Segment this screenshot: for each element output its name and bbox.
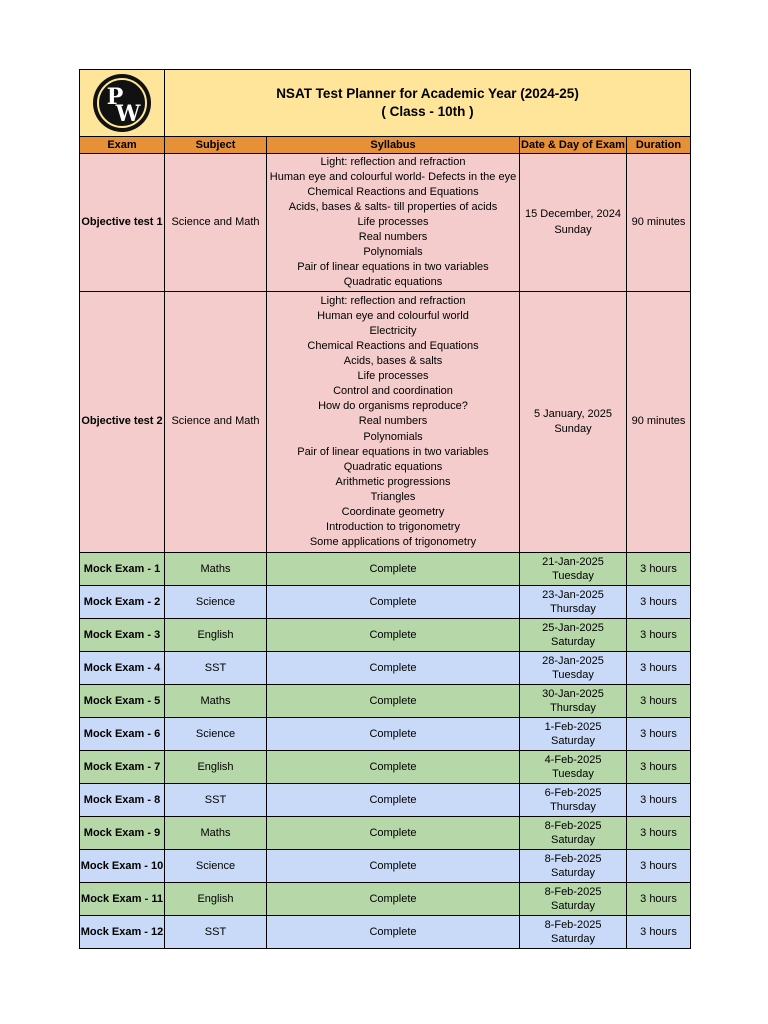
exam-name: Objective test 1 <box>80 154 165 292</box>
syllabus-topic: Coordinate geometry <box>341 506 445 519</box>
exam-name: Mock Exam - 7 <box>80 751 165 784</box>
header-duration: Duration <box>627 137 691 154</box>
mock-exam-row <box>80 817 691 850</box>
syllabus-topic: Human eye and colourful world- Defects in the eye <box>269 170 517 183</box>
syllabus-topic: Light: reflection and refraction <box>320 294 466 307</box>
date-cell <box>520 619 627 652</box>
exam-day: Tuesday <box>552 669 594 681</box>
syllabus-topic: Pair of linear equations in two variables <box>297 261 489 274</box>
date-cell <box>520 784 627 817</box>
exam-name: Mock Exam - 10 <box>80 850 165 883</box>
duration-cell: 3 hours <box>627 883 691 916</box>
exam-name: Objective test 2 <box>80 292 165 553</box>
exam-day: Thursday <box>550 702 596 714</box>
subject-cell: Science and Math <box>165 292 267 553</box>
subject-cell: Maths <box>165 817 267 850</box>
svg-text:P: P <box>106 84 124 110</box>
exam-day: Thursday <box>550 801 596 813</box>
syllabus-topic: Polynomials <box>363 430 423 443</box>
mock-exam-row <box>80 652 691 685</box>
subject-cell: Science and Math <box>165 154 267 292</box>
exam-day: Tuesday <box>552 570 594 582</box>
mock-exam-row <box>80 916 691 949</box>
exam-name: Mock Exam - 8 <box>80 784 165 817</box>
syllabus-topic: Quadratic equations <box>343 460 443 473</box>
syllabus-cell <box>267 154 520 292</box>
mock-exam-row <box>80 586 691 619</box>
date-cell <box>520 292 627 553</box>
exam-date: 23-Jan-2025 <box>542 588 604 601</box>
subject-cell: English <box>165 751 267 784</box>
mock-exam-row <box>80 718 691 751</box>
syllabus-topic: Chemical Reactions and Equations <box>307 185 479 198</box>
syllabus-topic: Acids, bases & salts <box>343 355 443 368</box>
title-row <box>80 70 691 137</box>
subject-cell: English <box>165 619 267 652</box>
exam-day: Tuesday <box>552 768 594 780</box>
syllabus-topic: Acids, bases & salts- till properties of acids <box>288 200 498 213</box>
subject-cell: SST <box>165 652 267 685</box>
syllabus-cell: Complete <box>267 850 520 883</box>
syllabus-topic: Light: reflection and refraction <box>320 155 466 168</box>
syllabus-topic: Polynomials <box>363 246 423 259</box>
objective-test-row <box>80 154 691 292</box>
mock-exam-row <box>80 751 691 784</box>
duration-cell: 3 hours <box>627 718 691 751</box>
exam-date: 8-Feb-2025 <box>544 852 602 865</box>
exam-date: 6-Feb-2025 <box>544 786 602 799</box>
duration-cell: 3 hours <box>627 652 691 685</box>
duration-cell: 3 hours <box>627 784 691 817</box>
syllabus-cell: Complete <box>267 619 520 652</box>
exam-day: Saturday <box>550 636 596 648</box>
duration-cell: 3 hours <box>627 850 691 883</box>
date-cell <box>520 817 627 850</box>
exam-name: Mock Exam - 6 <box>80 718 165 751</box>
exam-date: 1-Feb-2025 <box>544 720 602 733</box>
mock-exam-row <box>80 850 691 883</box>
date-cell <box>520 685 627 718</box>
mock-exam-row <box>80 784 691 817</box>
header-subject: Subject <box>165 137 267 154</box>
syllabus-topic: Electricity <box>369 324 417 337</box>
subject-cell: Science <box>165 850 267 883</box>
date-cell <box>520 916 627 949</box>
exam-date: 5 January, 2025 <box>533 407 613 420</box>
subject-cell: Maths <box>165 685 267 718</box>
syllabus-cell: Complete <box>267 685 520 718</box>
header-syllabus: Syllabus <box>267 137 520 154</box>
syllabus-cell: Complete <box>267 817 520 850</box>
pw-logo <box>92 73 152 133</box>
exam-name: Mock Exam - 1 <box>80 553 165 586</box>
page-title: NSAT Test Planner for Academic Year (2024-25) <box>276 86 579 101</box>
subject-cell: Science <box>165 586 267 619</box>
duration-cell: 3 hours <box>627 619 691 652</box>
subject-cell: SST <box>165 916 267 949</box>
duration-cell: 90 minutes <box>627 154 691 292</box>
exam-day: Saturday <box>550 834 596 846</box>
syllabus-topic: Introduction to trigonometry <box>326 521 460 534</box>
syllabus-topic: How do organisms reproduce? <box>318 400 468 413</box>
syllabus-topic: Triangles <box>370 490 416 503</box>
syllabus-topic: Pair of linear equations in two variables <box>297 445 489 458</box>
date-cell <box>520 751 627 784</box>
duration-cell: 3 hours <box>627 553 691 586</box>
page-subtitle: ( Class - 10th ) <box>381 104 474 119</box>
test-planner-table <box>79 69 691 949</box>
header-date: Date & Day of Exam <box>520 137 627 154</box>
mock-exam-row <box>80 883 691 916</box>
exam-name: Mock Exam - 9 <box>80 817 165 850</box>
syllabus-topic: Arithmetic progressions <box>335 475 451 488</box>
mock-exam-row <box>80 553 691 586</box>
subject-cell: English <box>165 883 267 916</box>
exam-date: 21-Jan-2025 <box>542 555 604 568</box>
subject-cell: Science <box>165 718 267 751</box>
exam-day: Sunday <box>554 423 592 435</box>
syllabus-topic: Chemical Reactions and Equations <box>307 339 479 352</box>
exam-day: Saturday <box>550 867 596 879</box>
syllabus-cell: Complete <box>267 586 520 619</box>
title-cell <box>165 70 691 137</box>
exam-day: Saturday <box>550 900 596 912</box>
exam-date: 25-Jan-2025 <box>542 621 604 634</box>
syllabus-topic: Some applications of trigonometry <box>309 536 477 549</box>
header-exam: Exam <box>80 137 165 154</box>
exam-day: Saturday <box>550 933 596 945</box>
syllabus-topic: Human eye and colourful world <box>317 309 469 322</box>
exam-name: Mock Exam - 5 <box>80 685 165 718</box>
header-row <box>80 137 691 154</box>
mock-exam-row <box>80 685 691 718</box>
syllabus-cell <box>267 292 520 553</box>
syllabus-topic: Real numbers <box>358 231 428 244</box>
mock-exam-row <box>80 619 691 652</box>
duration-cell: 3 hours <box>627 586 691 619</box>
syllabus-cell: Complete <box>267 916 520 949</box>
date-cell <box>520 883 627 916</box>
subject-cell: Maths <box>165 553 267 586</box>
exam-day: Sunday <box>554 223 592 236</box>
pw-logo-icon <box>92 73 152 133</box>
exam-name: Mock Exam - 2 <box>80 586 165 619</box>
syllabus-cell: Complete <box>267 883 520 916</box>
exam-name: Mock Exam - 3 <box>80 619 165 652</box>
duration-cell: 3 hours <box>627 817 691 850</box>
syllabus-cell: Complete <box>267 751 520 784</box>
date-cell <box>520 553 627 586</box>
syllabus-topic: Real numbers <box>358 415 428 428</box>
date-cell <box>520 850 627 883</box>
exam-name: Mock Exam - 4 <box>80 652 165 685</box>
syllabus-cell: Complete <box>267 553 520 586</box>
svg-text:W: W <box>115 101 141 127</box>
exam-date: 8-Feb-2025 <box>544 885 602 898</box>
date-cell <box>520 652 627 685</box>
duration-cell: 3 hours <box>627 751 691 784</box>
exam-name: Mock Exam - 12 <box>80 916 165 949</box>
syllabus-topic: Life processes <box>357 215 429 228</box>
syllabus-topic: Quadratic equations <box>343 276 443 289</box>
exam-date: 4-Feb-2025 <box>544 753 602 766</box>
exam-date: 8-Feb-2025 <box>544 819 602 832</box>
exam-date: 8-Feb-2025 <box>544 918 602 931</box>
date-cell <box>520 718 627 751</box>
syllabus-cell: Complete <box>267 718 520 751</box>
logo-cell <box>80 70 165 137</box>
exam-date: 28-Jan-2025 <box>542 654 604 667</box>
syllabus-cell: Complete <box>267 784 520 817</box>
duration-cell: 3 hours <box>627 916 691 949</box>
exam-date: 15 December, 2024 <box>524 208 621 221</box>
exam-day: Thursday <box>550 603 596 615</box>
date-cell <box>520 154 627 292</box>
exam-day: Saturday <box>550 735 596 747</box>
exam-name: Mock Exam - 11 <box>80 883 165 916</box>
duration-cell: 90 minutes <box>627 292 691 553</box>
date-cell <box>520 586 627 619</box>
subject-cell: SST <box>165 784 267 817</box>
syllabus-cell: Complete <box>267 652 520 685</box>
objective-test-row <box>80 292 691 553</box>
syllabus-topic: Life processes <box>357 370 429 383</box>
syllabus-topic: Control and coordination <box>333 385 453 398</box>
duration-cell: 3 hours <box>627 685 691 718</box>
exam-date: 30-Jan-2025 <box>542 687 604 700</box>
